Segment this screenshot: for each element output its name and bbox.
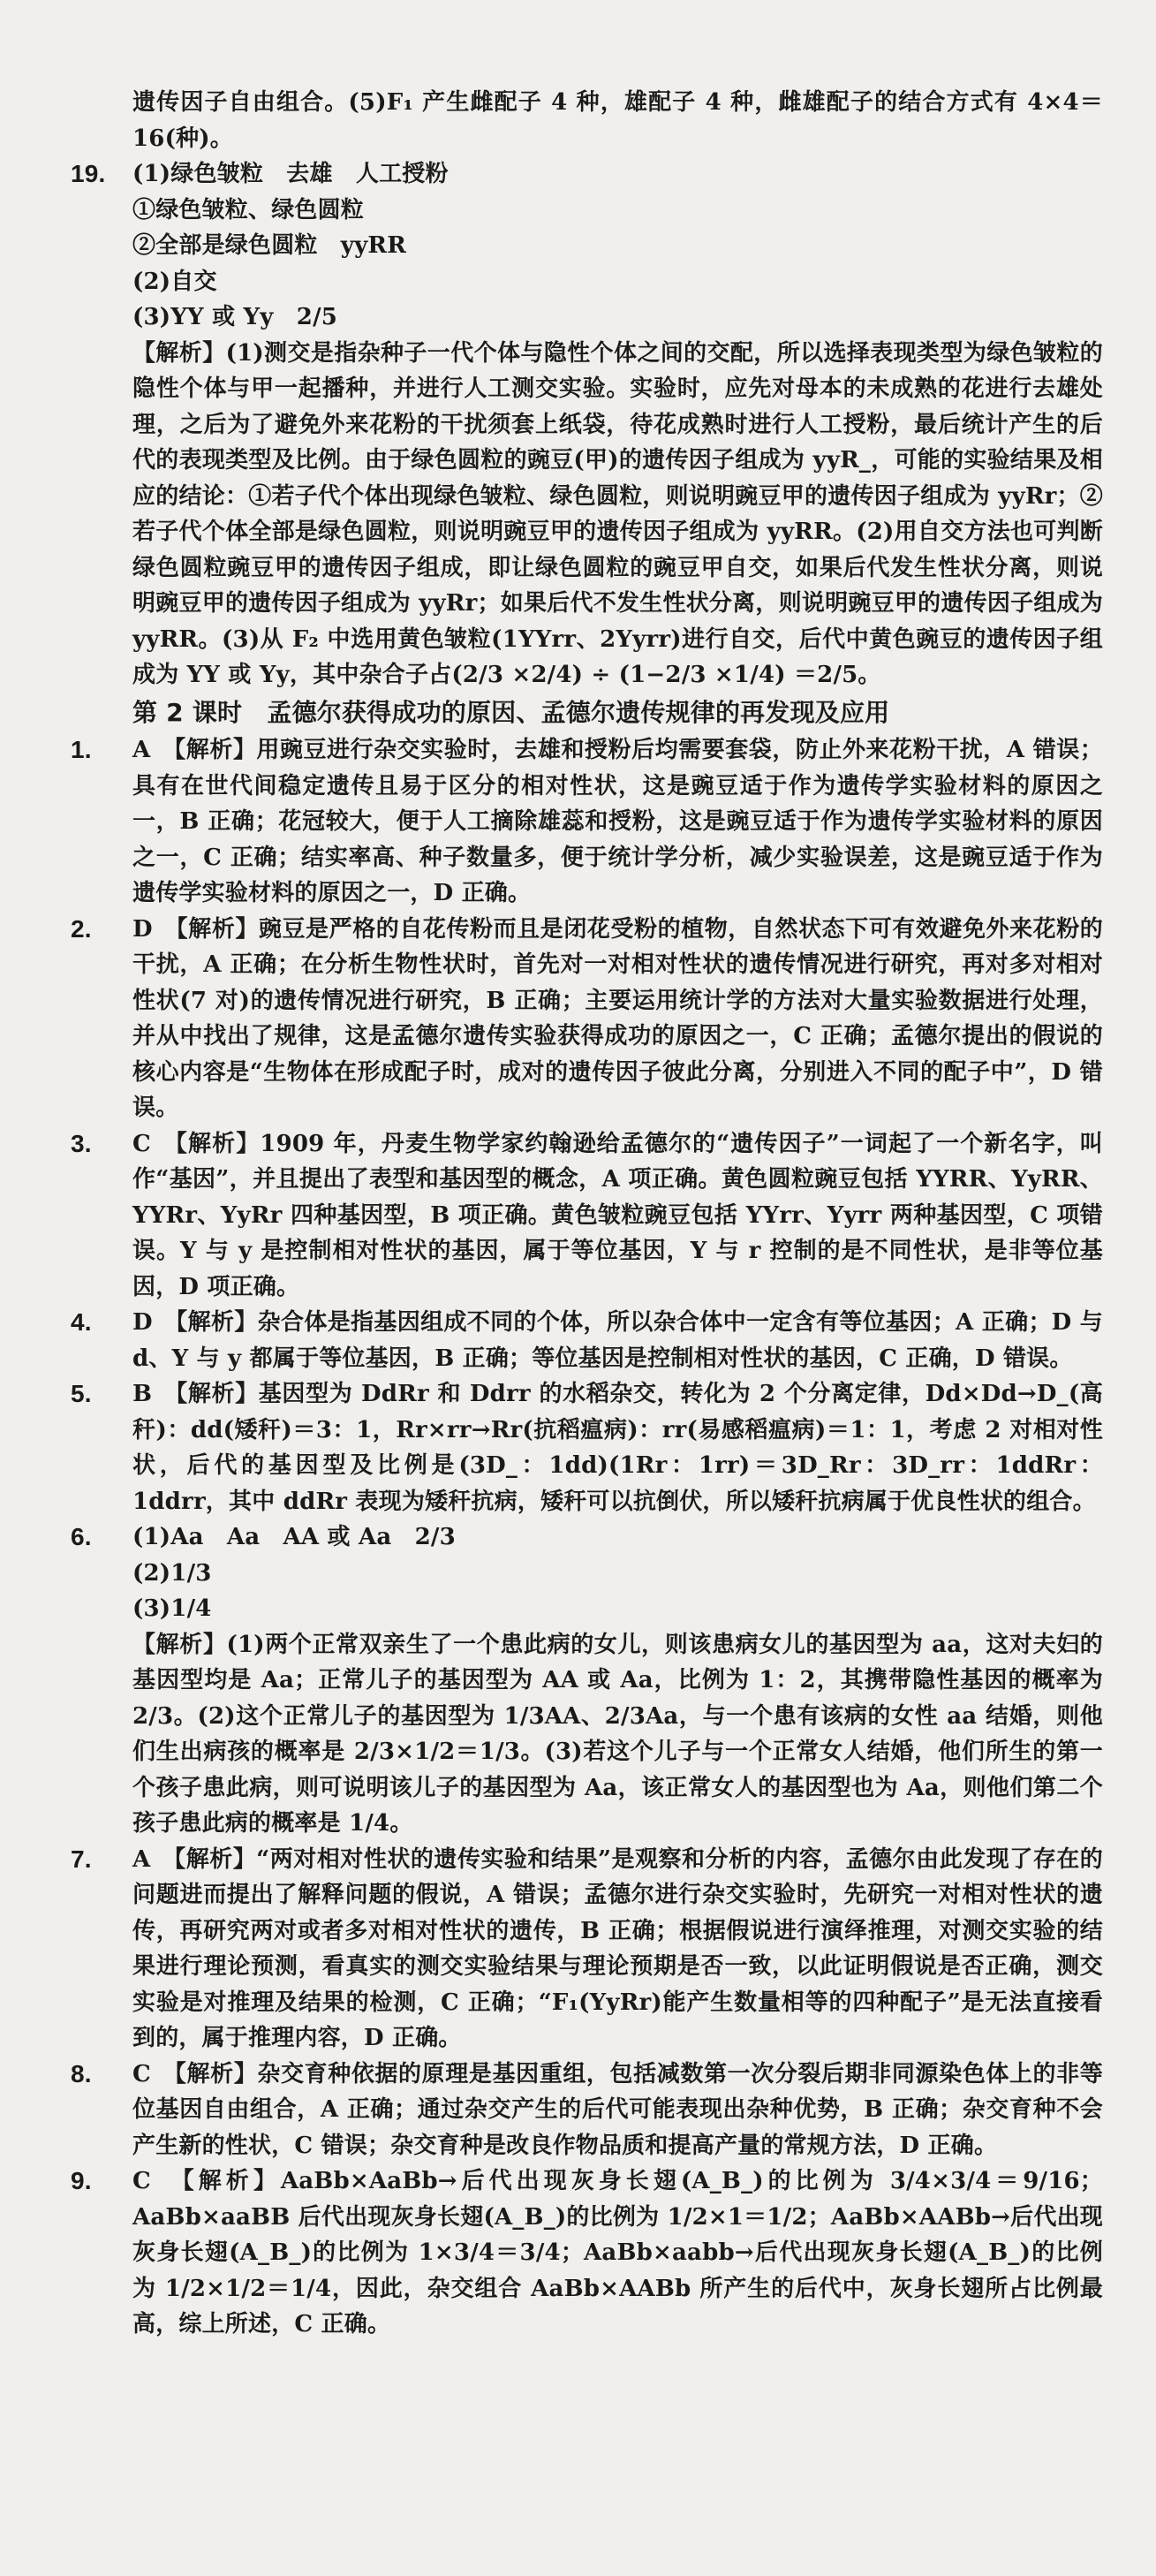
question-4 bbox=[60, 1305, 1103, 1376]
analysis-text: D 【解析】杂合体是指基因组成不同的个体，所以杂合体中一定含有等位基因；A 正确；D 与 d、Y 与 y 都属于等位基因，B 正确；等位基因是控制相对性状的基因，C 正确，D 错误。 bbox=[132, 1309, 1103, 1372]
question-number: 7. bbox=[71, 1845, 92, 1873]
question-1 bbox=[60, 732, 1103, 912]
question-number: 9. bbox=[71, 2167, 92, 2194]
continuation-text: 遗传因子自由组合。(5)F₁ 产生雌配子 4 种，雄配子 4 种，雌雄配子的结合方式有 4×4＝16(种)。 bbox=[132, 89, 1103, 152]
analysis-text: 【解析】(1)测交是指杂种子一代个体与隐性个体之间的交配，所以选择表现类型为绿色皱粒的隐性个体与甲一起播种，并进行人工测交实验。实验时，应先对母本的未成熟的花进行去雄处理，之后为了避免外来花粉的干扰须套上纸袋，待花成熟时进行人工授粉，最后统计产生的后代的表现类型及比例。由于绿色圆粒的豌豆(甲)的遗传因子组成为 yyR_，可能的实验结果及相应的结论：①若子代个体出现绿色皱粒、绿色圆粒，则说明豌豆甲的遗传因子组成为 yyRr；②若子代个体全部是绿色圆粒，则说明豌豆甲的遗传因子组成为 yyRR。(2)用自交方法也可判断绿色圆粒豌豆甲的遗传因子组成，即让绿色圆粒的豌豆甲自交，如果后代发生性状分离，则说明豌豆甲的遗传因子组成为 yyRr；如果后代不发生性状分离，则说明豌豆甲的遗传因子组成为 yyRR。(3)从 F₂ 中选用黄色皱粒(1YYrr、2Yyrr)进行自交，后代中黄色豌豆的遗传因子组成为 YY 或 Yy，其中杂合子占(2/3 ×2/4) ÷ (1−2/3 ×1/4) ＝2/5。 bbox=[132, 339, 1103, 688]
question-number: 4. bbox=[71, 1308, 92, 1336]
question-number: 6. bbox=[71, 1523, 92, 1550]
analysis-text: 【解析】(1)两个正常双亲生了一个患此病的女儿，则该患病女儿的基因型为 aa，这对夫妇的基因型均是 Aa；正常儿子的基因型为 AA 或 Aa，比例为 1：2，其携带隐性基因的概率为 2/3。(2)这个正常儿子的基因型为 1/3AA、2/3Aa，与一个患有该病的女性 aa 结婚，则他们生出病孩的概率是 2/3×1/2＝1/3。(3)若这个儿子与一个正常女人结婚，他们所生的第一个孩子患此病，则可说明该儿子的基因型为 Aa，该正常女人的基因型也为 Aa，则他们第二个孩子患此病的概率是 1/4。 bbox=[132, 1631, 1103, 1837]
answer-line: ①绿色皱粒、绿色圆粒 bbox=[132, 196, 365, 224]
analysis-text: B 【解析】基因型为 DdRr 和 Ddrr 的水稻杂交，转化为 2 个分离定律，Dd×Dd→D_(高秆)：dd(矮秆)＝3：1，Rr×rr→Rr(抗稻瘟病)：rr(易感稻瘟病)＝1：1，考虑 2 对相对性状，后代的基因型及比例是(3D_：1dd)(1Rr：1rr)＝3D_Rr：3D_rr：1ddRr：1ddrr，其中 ddRr 表现为矮秆抗病，矮秆可以抗倒伏，所以矮秆抗病属于优良性状的组合。 bbox=[132, 1381, 1103, 1515]
answer-line: ②全部是绿色圆粒 yyRR bbox=[132, 232, 407, 259]
answer-line: (2)1/3 bbox=[132, 1559, 212, 1587]
answer-line: (3)1/4 bbox=[132, 1595, 212, 1622]
question-number: 8. bbox=[71, 2059, 92, 2087]
question-number: 3. bbox=[71, 1129, 92, 1157]
answer-line: (1)Aa Aa AA 或 Aa 2/3 bbox=[132, 1524, 456, 1550]
answer-line: (1)绿色皱粒 去雄 人工授粉 bbox=[132, 161, 449, 187]
question-3 bbox=[60, 1126, 1103, 1306]
analysis-text: C 【解析】杂交育种依据的原理是基因重组，包括减数第一次分裂后期非同源染色体上的非等位基因自由组合，A 正确；通过杂交产生的后代可能表现出杂种优势，B 正确；杂交育种不会产生新的性状，C 错误；杂交育种是改良作物品质和提高产量的常规方法，D 正确。 bbox=[132, 2060, 1103, 2159]
question-6 bbox=[60, 1519, 1103, 1842]
section-title: 第 2 课时 孟德尔获得成功的原因、孟德尔遗传规律的再发现及应用 bbox=[132, 697, 890, 727]
question-number: 2. bbox=[71, 914, 92, 943]
question-5 bbox=[60, 1376, 1103, 1519]
blank-footer-area bbox=[0, 2134, 1156, 2576]
question-number: 1. bbox=[71, 736, 92, 763]
answer-line: (3)YY 或 Yy 2/5 bbox=[132, 304, 338, 330]
question-number: 19. bbox=[71, 160, 106, 187]
analysis-text: D 【解析】豌豆是严格的自花传粉而且是闭花受粉的植物，自然状态下可有效避免外来花粉的干扰，A 正确；在分析生物性状时，首先对一对相对性状的遗传情况进行研究，再对多对相对性状(7 对)的遗传情况进行研究，B 正确；主要运用统计学的方法对大量实验数据进行处理，并从中找出了规律，这是孟德尔遗传实验获得成功的原因之一，C 正确；孟德尔提出的假说的核心内容是“生物体在形成配子时，成对的遗传因子彼此分离，分别进入不同的配子中”，D 错误。 bbox=[132, 915, 1103, 1121]
analysis-text: C 【解析】1909 年，丹麦生物学家约翰逊给孟德尔的“遗传因子”一词起了一个新名字，叫作“基因”，并且提出了表型和基因型的概念，A 项正确。黄色圆粒豌豆包括 YYRR、YyRR、YYRr、YyRr 四种基因型，B 项正确。黄色皱粒豌豆包括 YYrr、Yyrr 两种基因型，C 项错误。Y 与 y 是控制相对性状的基因，属于等位基因，Y 与 r 控制的是不同性状，是非等位基因，D 项正确。 bbox=[132, 1130, 1103, 1300]
question-7 bbox=[60, 1842, 1103, 2057]
answer-line: (2)自交 bbox=[132, 268, 217, 295]
question-number: 5. bbox=[71, 1380, 92, 1407]
question-19 bbox=[60, 156, 1103, 693]
analysis-text: A 【解析】用豌豆进行杂交实验时，去雄和授粉后均需要套袋，防止外来花粉干扰，A 错误；具有在世代间稳定遗传且易于区分的相对性状，这是豌豆适于作为遗传学实验材料的原因之一，B 正确；花冠较大，便于人工摘除雄蕊和授粉，这是豌豆适于作为遗传学实验材料的原因之一，C 正确；结实率高、种子数量多，便于统计学分析，减少实验误差，这是豌豆适于作为遗传学实验材料的原因之一，D 正确。 bbox=[132, 737, 1103, 906]
analysis-text: A 【解析】“两对相对性状的遗传实验和结果”是观察和分析的内容，孟德尔由此发现了存在的问题进而提出了解释问题的假说，A 错误；孟德尔进行杂交实验时，先研究一对相对性状的遗传，再研究两对或者多对相对性状的遗传，B 正确；根据假说进行演绎推理，对测交实验的结果进行理论预测，看真实的测交实验结果与理论预期是否一致，以此证明假说是否正确，测交实验是对推理及结果的检测，C 正确；“F₁(YyRr)能产生数量相等的四种配子”是无法直接看到的，属于推理内容，D 正确。 bbox=[132, 1845, 1103, 2051]
question-2 bbox=[60, 912, 1103, 1126]
analysis-text: C 【解析】AaBb×AaBb→后代出现灰身长翅(A_B_)的比例为 3/4×3/4＝9/16；AaBb×aaBB 后代出现灰身长翅(A_B_)的比例为 1/2×1＝1/2；AaBb×AABb→后代出现灰身长翅(A_B_)的比例为 1×3/4＝3/4；AaBb×aabb→后代出现灰身长翅(A_B_)的比例为 1/2×1/2＝1/4，因此，杂交组合 AaBb×AABb 所产生的后代中，灰身长翅所占比例最高，综上所述，C 正确。 bbox=[132, 2168, 1103, 2337]
